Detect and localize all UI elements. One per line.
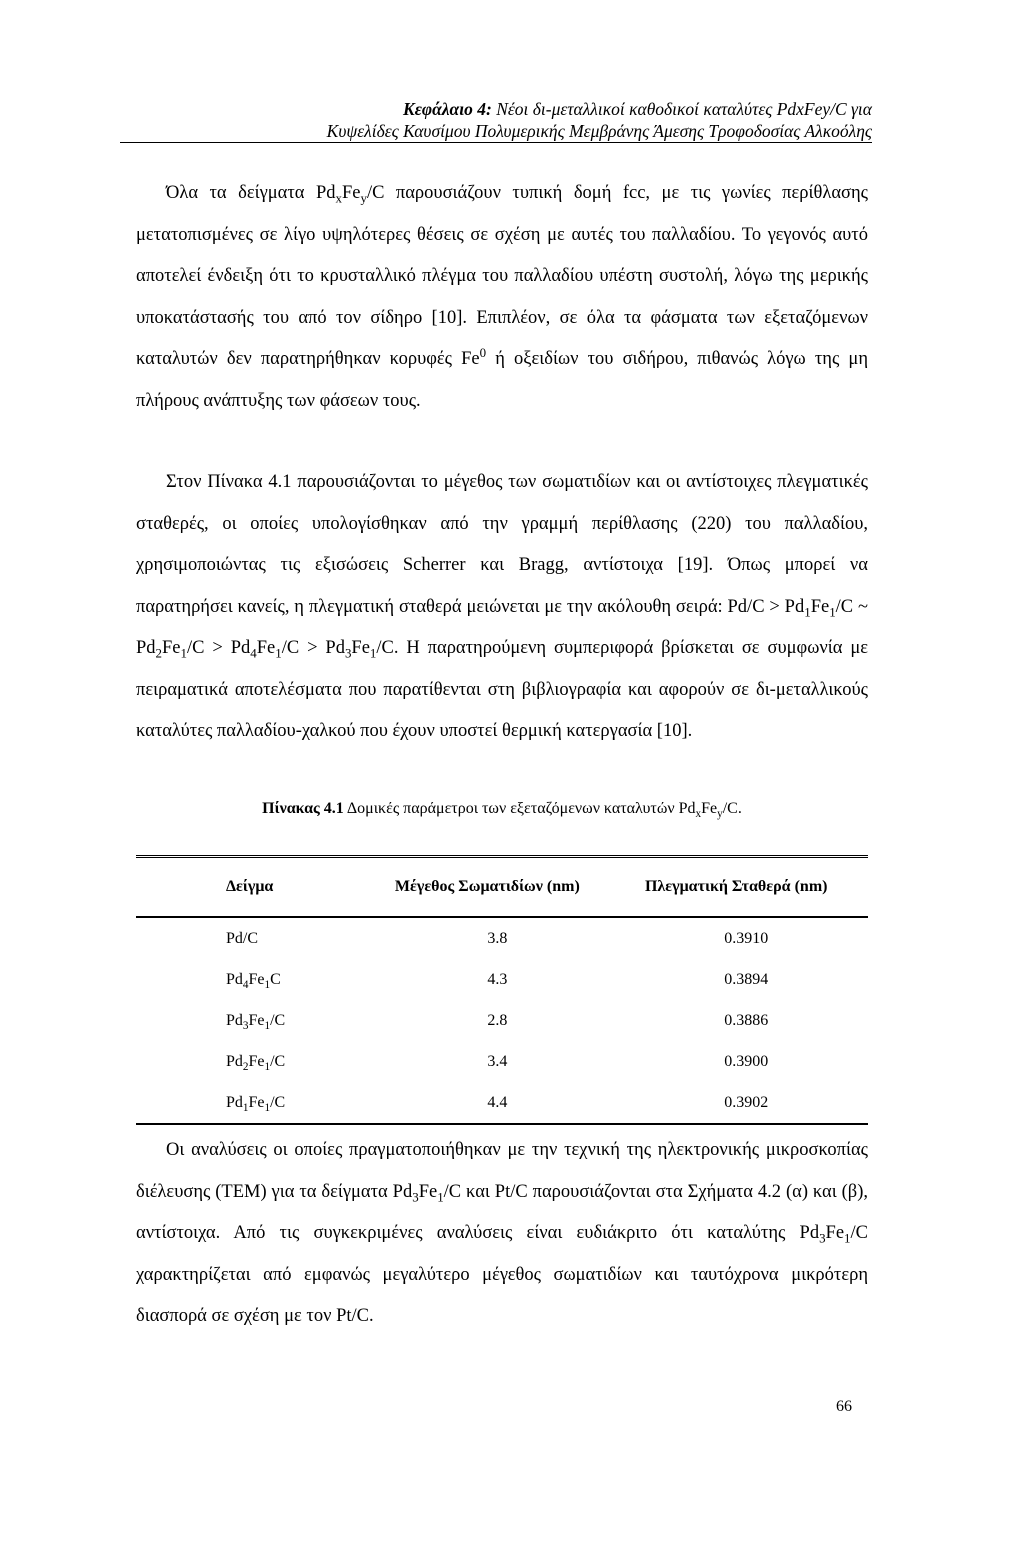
cell-particle-size: 4.3 bbox=[487, 970, 508, 988]
subscript: 1 bbox=[264, 978, 271, 991]
page-number: 66 bbox=[836, 1398, 852, 1415]
table-body bbox=[136, 917, 868, 1124]
subscript: 4 bbox=[250, 645, 257, 661]
caption-text: Fe bbox=[701, 800, 718, 817]
subscript: 1 bbox=[369, 645, 377, 661]
cell-lattice-constant: 0.3886 bbox=[724, 1011, 769, 1029]
subscript: 3 bbox=[412, 1189, 419, 1205]
subscript: 1 bbox=[180, 645, 187, 661]
header-title-part-1: Νέοι δι-μεταλλικοί καθοδικοί καταλύτες PdxFey/C για bbox=[496, 99, 872, 119]
text-run: Οι αναλύσεις οι οποίες πραγματοποιήθηκαν με την τεχνική της ηλεκτρονικής μικροσκοπίας διέλευσης (TEM) για τα δείγματα Pd bbox=[136, 1140, 868, 1202]
text-run: Pd bbox=[226, 970, 243, 988]
table-row bbox=[136, 1000, 868, 1041]
subscript: 1 bbox=[275, 645, 282, 661]
cell-sample bbox=[136, 959, 370, 1000]
cell-particle-size: 4.4 bbox=[487, 1093, 508, 1111]
subscript: 1 bbox=[804, 604, 811, 620]
cell-lattice-constant: 0.3910 bbox=[724, 929, 769, 947]
subscript: 2 bbox=[242, 1060, 249, 1073]
text-run: /C παρουσιάζουν τυπική δομή fcc, με τις γωνίες περίθλασης μετατοπισμένες σε λίγο υψηλότερες θέσεις σε σχέση με αυτές του παλλαδίου. Το γεγονός αυτό αποτελεί ένδειξη ότι το κρυσταλλικό πλέγμα του παλλαδίου υπέστη συστολή, λόγω της μερικής υποκατάστασής του από τον σίδηρο [10]. Επιπλέον, σε όλα τα φάσματα των εξεταζόμενων καταλυτών δεν παρατηρήθηκαν κορυφές Fe bbox=[136, 183, 868, 369]
superscript: 0 bbox=[479, 344, 487, 360]
cell-sample bbox=[136, 917, 370, 959]
paragraph-3 bbox=[136, 1130, 868, 1338]
cell-lattice-constant: 0.3900 bbox=[724, 1052, 769, 1070]
text-run: Fe bbox=[248, 1093, 265, 1111]
caption-text: Δομικές παράμετροι των εξεταζόμενων καταλυτών Pd bbox=[343, 800, 696, 817]
data-table bbox=[136, 855, 868, 1125]
table-row bbox=[136, 917, 868, 959]
caption-label: Πίνακας 4.1 bbox=[262, 800, 344, 817]
running-header bbox=[120, 98, 872, 143]
table-row bbox=[136, 1082, 868, 1124]
cell-particle-size: 3.8 bbox=[487, 929, 508, 947]
cell-particle-size: 2.8 bbox=[487, 1011, 508, 1029]
text-run: /C bbox=[270, 1011, 286, 1029]
header-chapter-label: Κεφάλαιο 4: bbox=[403, 99, 492, 119]
cell-lattice-constant: 0.3902 bbox=[724, 1093, 769, 1111]
header-row bbox=[136, 857, 868, 918]
paragraph-1 bbox=[136, 173, 868, 422]
text-run: Fe bbox=[248, 970, 265, 988]
text-run: Pd bbox=[226, 1093, 243, 1111]
text-run: Fe bbox=[248, 1052, 265, 1070]
text-run: Fe bbox=[810, 596, 830, 617]
table-header bbox=[136, 857, 868, 918]
subscript: 1 bbox=[829, 604, 836, 620]
subscript: 3 bbox=[819, 1230, 826, 1246]
text-run: /C > Pd bbox=[186, 638, 251, 658]
subscript: 1 bbox=[264, 1019, 271, 1032]
cell-sample bbox=[136, 1000, 370, 1041]
text-run: Fe bbox=[256, 638, 276, 658]
text-run: Όλα τα δείγματα Pd bbox=[166, 183, 336, 203]
text-run: Fe bbox=[351, 638, 370, 658]
text-run: C bbox=[270, 970, 281, 988]
header-line-2: Κυψελίδες Καυσίμου Πολυμερικής Μεμβράνης Άμεσης Τροφοδοσίας Αλκοόλης bbox=[120, 120, 872, 143]
column-header-particle-size: Μέγεθος Σωματιδίων (nm) bbox=[394, 878, 580, 895]
text-run: /C bbox=[270, 1052, 286, 1070]
table-row bbox=[136, 1041, 868, 1082]
text-run: Pd bbox=[226, 1011, 243, 1029]
text-run: Fe bbox=[418, 1181, 438, 1202]
subscript: x bbox=[335, 190, 342, 206]
subscript: 3 bbox=[242, 1019, 249, 1032]
subscript: 1 bbox=[264, 1101, 271, 1114]
text-run: Fe bbox=[825, 1223, 845, 1243]
text-run: /C > Pd bbox=[281, 638, 345, 658]
subscript: y bbox=[717, 808, 723, 821]
text-run: Fe bbox=[162, 638, 181, 658]
paragraph-2 bbox=[136, 462, 868, 753]
cell-sample bbox=[136, 1082, 370, 1124]
column-header-sample: Δείγμα bbox=[226, 878, 274, 895]
table-caption bbox=[136, 800, 868, 821]
cell-sample bbox=[136, 1041, 370, 1082]
text-run: /C χαρακτηρίζεται από εμφανώς μεγαλύτερο μέγεθος σωματιδίων και ταυτόχρονα μικρότερη διασπορά σε σχέση με τον Pt/C. bbox=[136, 1223, 868, 1326]
text-run: Pd/C bbox=[226, 929, 259, 947]
text-run: Fe bbox=[341, 183, 361, 203]
subscript: 2 bbox=[155, 645, 163, 661]
subscript: 1 bbox=[844, 1230, 851, 1246]
text-run: /C και Pt/C παρουσιάζονται στα Σχήματα 4.2 (α) και (β), αντίστοιχα. Από τις συγκεκριμένες αναλύσεις είναι ευδιάκριτο ότι καταλύτης Pd bbox=[136, 1181, 869, 1243]
text-run: ή οξειδίων του σιδήρου, πιθανώς λόγω της μη πλήρους ανάπτυξης των φάσεων τους. bbox=[136, 349, 869, 411]
column-header-lattice-constant: Πλεγματική Σταθερά (nm) bbox=[644, 878, 828, 895]
subscript: 3 bbox=[344, 645, 352, 661]
caption-text: /C. bbox=[722, 800, 742, 817]
subscript: 1 bbox=[242, 1101, 249, 1114]
cell-particle-size: 3.4 bbox=[487, 1052, 508, 1070]
text-run: Στον Πίνακα 4.1 παρουσιάζονται το μέγεθος των σωματιδίων και οι αντίστοιχες πλεγματικές σταθερές, οι οποίες υπολογίσθηκαν από την γραμμή περίθλασης (220) του παλλαδίου, χρησιμοποιώντας τις εξισώσεις Scherrer και Bragg, αντίστοιχα [19]. Όπως μπορεί να παρατηρήσει κανείς, η πλεγματική σταθερά μειώνεται με την ακόλουθη σειρά: Pd/C > Pd bbox=[136, 472, 868, 617]
text-run: Fe bbox=[248, 1011, 265, 1029]
subscript: 1 bbox=[264, 1060, 271, 1073]
subscript: 1 bbox=[437, 1189, 444, 1205]
table-row bbox=[136, 959, 868, 1000]
text-run: /C bbox=[270, 1093, 286, 1111]
structural-parameters-table bbox=[136, 855, 868, 1125]
subscript: y bbox=[360, 190, 367, 206]
header-line-1 bbox=[120, 98, 872, 120]
text-run: /C. Η παρατηρούμενη συμπεριφορά βρίσκεται σε συμφωνία με πειραματικά αποτελέσματα που παρατίθενται στη βιβλιογραφία και αφορούν σε δι-μεταλλικούς καταλύτες παλλαδίου-χαλκού που έχουν υποστεί θερμική κατεργασία [10]. bbox=[136, 638, 869, 741]
text-run: Pd bbox=[226, 1052, 243, 1070]
subscript: x bbox=[695, 808, 702, 821]
cell-lattice-constant: 0.3894 bbox=[724, 970, 769, 988]
subscript: 4 bbox=[242, 978, 249, 991]
text-run: /C ~ Pd bbox=[136, 596, 868, 658]
